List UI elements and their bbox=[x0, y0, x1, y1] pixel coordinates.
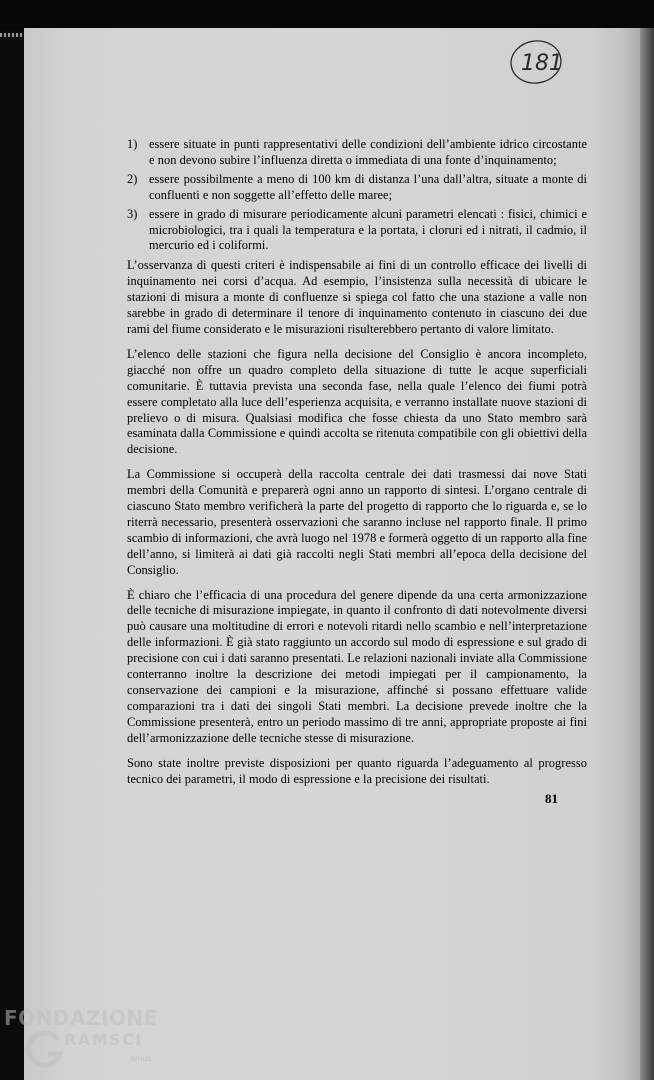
paragraph-commissione: La Commissione si occuperà della raccolta centrale dei dati trasmessi dai nove Stati membri della Comunità e preparerà ogni anno un rapporto di sintesi. L’organo centrale di ciascuno Stato membro verificherà la parte del progetto di rapporto che lo riguarda e, se lo riterrà necessario, presenterà osservazioni che saranno incluse nel rapporto finale. Il primo scambio di informazioni, che avrà luogo nel 1978 e formerà oggetto di un rapporto alla fine dell’anno, si limiterà ai dati già raccolti negli Stati membri all’epoca della decisione del Consiglio. bbox=[127, 467, 587, 577]
circled-number-icon bbox=[508, 38, 564, 86]
list-item bbox=[127, 207, 587, 255]
book-edge bbox=[640, 28, 654, 1080]
list-item-text: essere possibilmente a meno di 100 km di distanza l’una dall’altra, situate a monte di confluenti e non soggette all’effetto delle maree; bbox=[149, 171, 587, 202]
list-item-text: essere situate in punti rappresentativi delle condizioni dell’ambiente idrico circostante e non devono subire l’influenza diretta o immediata di una fonte d’inquinamento; bbox=[149, 137, 587, 167]
list-item-number: 2) bbox=[127, 171, 138, 186]
watermark-suffix: onlus bbox=[130, 1054, 152, 1063]
page-number: 81 bbox=[545, 791, 558, 806]
list-item bbox=[127, 172, 587, 204]
document-body bbox=[127, 137, 587, 796]
page-gutter-shadow bbox=[622, 28, 640, 1080]
scan-edge-marks bbox=[0, 33, 22, 37]
paragraph-elenco-stazioni: L’elenco delle stazioni che figura nella decisione del Consiglio è ancora incompleto, giacché non offre un quadro completo della situazione di tutte le acque superficiali comunitarie. È tuttavia prevista una seconda fase, nella quale l’elenco dei fiumi potrà essere completato alla luce dell’esperienza acquisita, e verranno installate nuove stazioni di prelievo o di misura. Qualsiasi modifica che fosse chiesta da uno Stato membro sarà esaminata dalla Commissione e quindi accolta se ritenuta compatibile con gli obiettivi della decisione. bbox=[127, 346, 587, 457]
scan-border-top bbox=[0, 0, 654, 30]
list-item-number: 1) bbox=[127, 137, 138, 151]
list-item-text: essere in grado di misurare periodicamente alcuni parametri elencati : fisici, chimici e microbiologici, tra i quali la temperatura e la portata, i cloruri ed i nitrati, il cadmio, il mercurio ed i coliformi. bbox=[149, 206, 587, 253]
paragraph-armonizzazione: È chiaro che l’efficacia di una procedura del genere dipende da una certa armonizzazione delle tecniche di misurazione impiegate, in quanto il confronto di dati notevolmente diversi può causare una moltitudine di errori e notevoli ritardi nello scambio e nell’interpretazione delle informazioni. È già stato raggiunto un accordo sul modo di espressione e sul grado di precisione con cui i dati saranno presentati. Le relazioni nazionali inviate alla Commissione conterranno inoltre la descrizione dei metodi impiegati per il campionamento, la conservazione dei campioni e la misurazione, affinché si possano effettuare valide comparazioni tra i dati dei singoli Stati membri. La decisione prevede inoltre che la Commissione presenterà, entro un periodo massimo di tre anni, appropriate proposte ai fini dell’armonizzazione delle tecniche stesse di misurazione. bbox=[127, 587, 587, 745]
fondazione-gramsci-watermark bbox=[2, 1006, 172, 1080]
watermark-line1: FONDAZIONE bbox=[4, 1006, 158, 1030]
list-item bbox=[127, 137, 587, 169]
list-item-number: 3) bbox=[127, 206, 138, 221]
paragraph-progresso-tecnico: Sono state inoltre previste disposizioni per quanto riguarda l’adeguamento al progresso tecnico dei parametri, il modo di espressione e la precisione dei risultati. bbox=[127, 755, 587, 786]
paragraph-criteri: L’osservanza di questi criteri è indispensabile ai fini di un controllo efficace dei livelli di inquinamento nei corsi d’acqua. Ad esempio, l’insistenza sulla necessità di ubicare le stazioni di misura a monte di confluenze si spiega col fatto che una stazione a valle non sarebbe in grado di determinare il tenore di inquinamento contenuto in ciascuno dei due rami del fiume considerato e le misurazioni risulterebbero pertanto di valore limitato. bbox=[127, 258, 587, 336]
folio-number-text: 181 bbox=[521, 51, 563, 76]
watermark-line2: RAMSCI bbox=[64, 1030, 143, 1049]
watermark-g-icon bbox=[24, 1028, 68, 1072]
handwritten-folio-number bbox=[508, 38, 564, 86]
